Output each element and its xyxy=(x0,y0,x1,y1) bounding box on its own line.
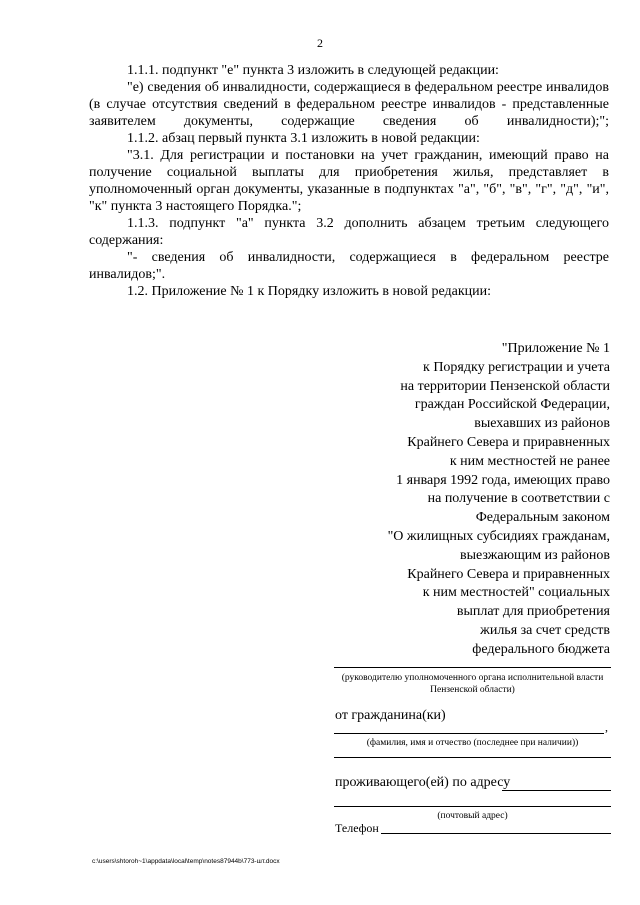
name-caption: (фамилия, имя и отчество (последнее при наличии)) xyxy=(366,738,579,748)
appendix-line: Федеральным законом xyxy=(475,510,610,526)
appendix-line: Крайнего Севера и приравненных xyxy=(407,434,610,450)
paragraph-subpoint-e: "е) сведения об инвалидности, содержащиеся в федеральном реестре инвалидов (в случае отсутствия сведений в федеральном реестре инвалидов - представленные заявителем документы, содержащие сведения об инвалидности);"; xyxy=(89,80,609,129)
paragraph-1-1-2: 1.1.2. абзац первый пункта 3.1 изложить в новой редакции: xyxy=(127,131,480,146)
appendix-line: федерального бюджета xyxy=(472,641,610,657)
paragraph-3-1: "3.1. Для регистрации и постановки на учет гражданин, имеющий право на получение социальной выплаты для приобретения жилья, представляет в уполномоченный орган документы, указанные в подпунктах "а", "б", "в", "г", "д", "и", "к" пункта 3 настоящего Порядка."; xyxy=(89,148,609,214)
appendix-line: выехавших из районов xyxy=(474,416,610,432)
appendix-line: жилья за счет средств xyxy=(480,622,610,638)
appendix-line: "Приложение № 1 xyxy=(501,341,610,356)
paragraph-disability-info: "- сведения об инвалидности, содержащиеся в федеральном реестре инвалидов;". xyxy=(89,250,609,282)
recipient-caption: (руководителю уполномоченного органа исполнительной власти Пензенской области) xyxy=(341,673,604,695)
appendix-line: на территории Пензенской области xyxy=(400,378,610,394)
appendix-line: на получение в соответствии с xyxy=(427,491,610,507)
name-line-2[interactable] xyxy=(334,757,611,758)
phone-label: Телефон xyxy=(335,821,379,835)
address-line[interactable] xyxy=(502,790,611,791)
appendix-header xyxy=(330,340,610,660)
page-number: 2 xyxy=(317,36,323,50)
appendix-line: к ним местностей не ранее xyxy=(449,453,610,469)
paragraph-1-1-1: 1.1.1. подпункт "е" пункта 3 изложить в следующей редакции: xyxy=(127,63,499,78)
recipient-line[interactable] xyxy=(334,667,611,668)
appendix-line: выплат для приобретения xyxy=(456,604,610,620)
name-line[interactable] xyxy=(334,733,604,734)
postal-caption: (почтовый адрес) xyxy=(437,811,508,821)
appendix-line: Крайнего Севера и приравненных xyxy=(407,566,610,582)
from-label: от гражданина(ки) xyxy=(335,708,446,723)
appendix-line: к ним местностей" социальных xyxy=(422,585,610,601)
paragraph-1-2: 1.2. Приложение № 1 к Порядку изложить в новой редакции: xyxy=(127,284,492,299)
phone-line[interactable] xyxy=(381,833,611,834)
address-label: проживающего(ей) по адресу xyxy=(335,775,511,790)
paragraph-1-1-3: 1.1.3. подпункт "а" пункта 3.2 дополнить абзацем третьим следующего содержания: xyxy=(89,216,609,248)
name-comma: , xyxy=(605,720,608,734)
appendix-line: граждан Российской Федерации, xyxy=(414,397,610,413)
appendix-line: выезжающим из районов xyxy=(460,547,610,563)
appendix-line: к Порядку регистрации и учета xyxy=(423,359,610,375)
address-line-2[interactable] xyxy=(334,806,611,807)
file-path-footer: c:\users\shtoroh~1\appdata\local\temp\notes87944b\773-шт.docx xyxy=(92,858,280,865)
appendix-line: 1 января 1992 года, имеющих право xyxy=(396,472,610,488)
amendment-text xyxy=(89,62,609,300)
appendix-line: "О жилищных субсидиях гражданам, xyxy=(387,528,610,544)
